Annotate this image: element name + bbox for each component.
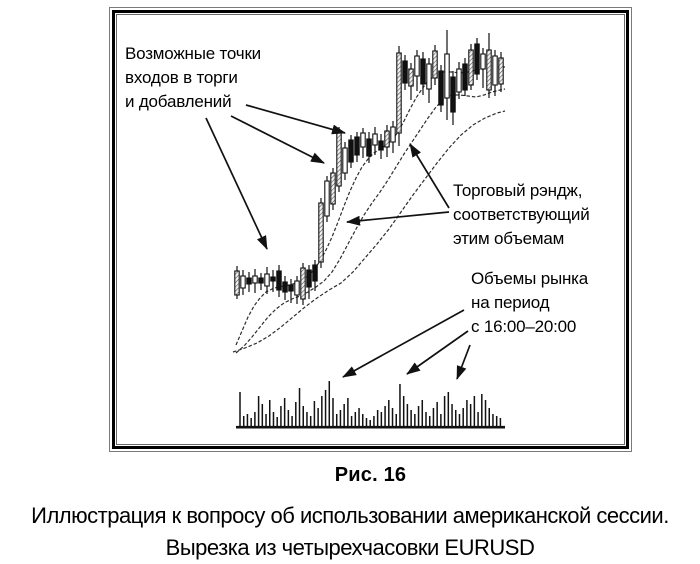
volume-arrow-1 <box>343 310 464 377</box>
figure-number: Рис. 16 <box>334 464 407 486</box>
annotation-entry-points <box>125 42 261 114</box>
figure-caption-line-2: Вырезка из четырехчасовки EURUSD <box>165 535 535 560</box>
figure-inner-frame <box>116 14 625 445</box>
annotation-trading-range <box>453 179 590 251</box>
figure-frame <box>112 10 629 449</box>
annotation-line: Объемы рынка <box>471 269 589 288</box>
annotation-line: и добавлений <box>125 92 232 111</box>
annotation-line: входов в торги <box>125 68 238 87</box>
annotation-line: Торговый рэндж, <box>453 181 583 200</box>
annotation-line: с 16:00–20:00 <box>471 317 577 336</box>
volume-bars <box>236 381 505 427</box>
volume-arrow-3 <box>457 345 470 379</box>
range-arrow-up <box>410 144 449 208</box>
annotation-line: на период <box>471 293 550 312</box>
annotation-line: этим объемам <box>453 229 565 248</box>
annotation-market-volumes <box>471 267 588 339</box>
entry-arrow-3 <box>206 118 267 249</box>
figure-caption-line-1: Иллюстрация к вопросу об использовании американской сессии. <box>31 503 669 528</box>
candles <box>235 30 503 305</box>
annotation-line: Возможные точки <box>125 44 261 63</box>
annotation-line: соответствующий <box>453 205 590 224</box>
